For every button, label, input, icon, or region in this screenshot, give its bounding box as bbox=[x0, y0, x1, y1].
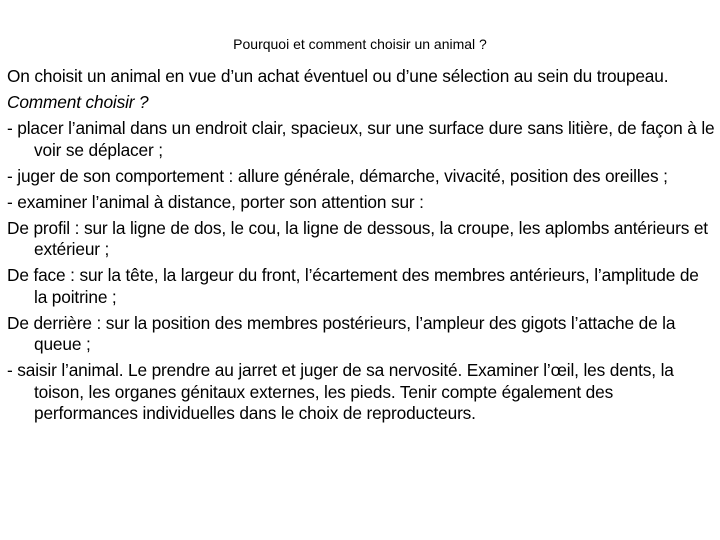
slide-title: Pourquoi et comment choisir un animal ? bbox=[233, 36, 487, 52]
slide-content bbox=[7, 66, 715, 429]
step-placer: - placer l’animal dans un endroit clair, spacieux, sur une surface dure sans litière, de façon à le voir se déplacer ; bbox=[7, 118, 715, 160]
view-face: De face : sur la tête, la largeur du front, l’écartement des membres antérieurs, l’amplitude de la poitrine ; bbox=[7, 265, 699, 307]
section-heading: Comment choisir ? bbox=[7, 92, 149, 112]
step-juger: - juger de son comportement : allure générale, démarche, vivacité, position des oreilles ; bbox=[7, 165, 668, 186]
step-examiner: - examiner l’animal à distance, porter son attention sur : bbox=[7, 191, 424, 212]
view-derriere: De derrière : sur la position des membres postérieurs, l’ampleur des gigots l’attache de la queue ; bbox=[7, 312, 676, 354]
view-profil: De profil : sur la ligne de dos, le cou, la ligne de dessous, la croupe, les aplombs antérieurs et extérieur ; bbox=[7, 217, 708, 259]
step-saisir: - saisir l’animal. Le prendre au jarret et juger de sa nervosité. Examiner l’œil, les dents, la toison, les organes génitaux externes, les pieds. Tenir compte également des performances individuelles dans le choix de reproducteurs. bbox=[7, 360, 674, 423]
intro-paragraph: On choisit un animal en vue d’un achat éventuel ou d’une sélection au sein du troupeau. bbox=[7, 66, 669, 86]
